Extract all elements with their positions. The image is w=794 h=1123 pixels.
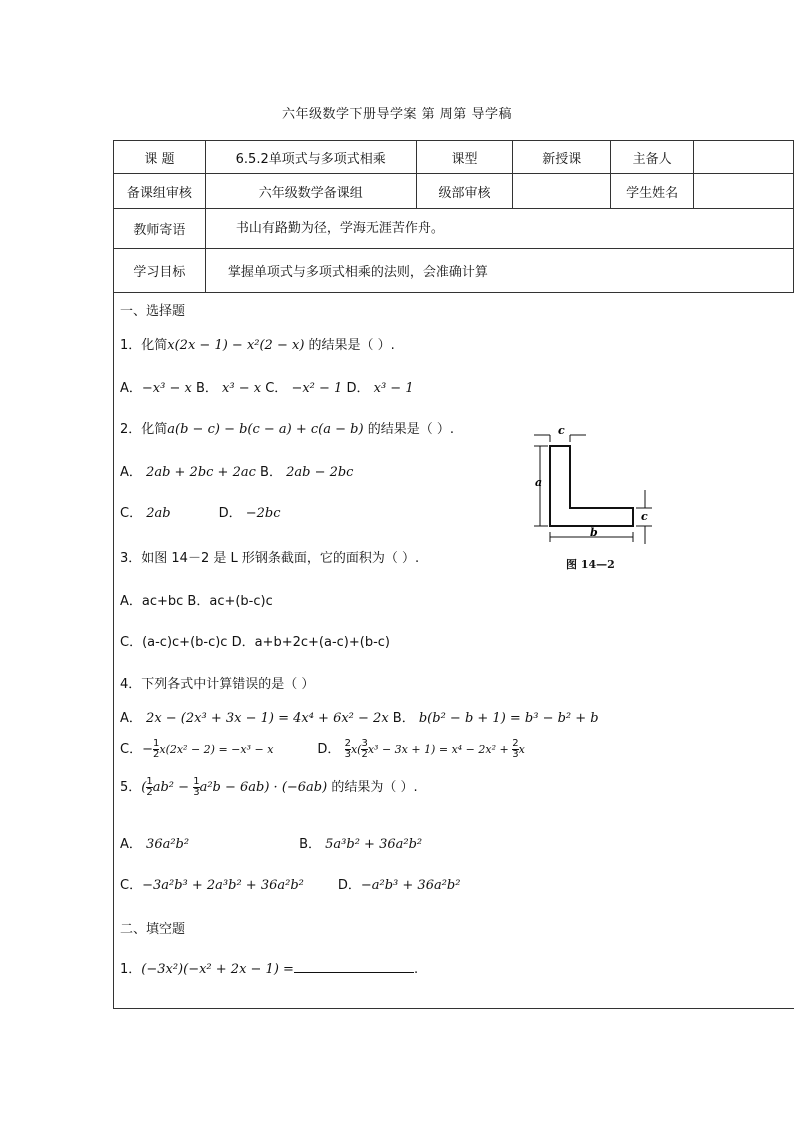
q1-opt-d: x³ − 1	[373, 381, 414, 396]
q1-opt-c: −x² − 1	[291, 381, 343, 396]
header-row-goal	[114, 249, 794, 293]
f1-expression: (−3x²)(−x² + 2x − 1) =	[141, 962, 294, 977]
question-4: 4．下列各式中计算错误的是（ ）	[120, 677, 315, 692]
header-row-message	[114, 209, 794, 249]
q4-c-sign: −	[142, 742, 153, 757]
section-fill-heading: 二、填空题	[120, 922, 186, 937]
q4-opt-b-label: B．	[388, 711, 415, 726]
header-row-review	[114, 174, 794, 209]
q5-opt-b-label: B．	[299, 837, 322, 852]
question-1	[120, 334, 395, 353]
group-review-value: 六年级数学备课组	[205, 174, 416, 209]
question-3: 3．如图 14－2 是 L 形钢条截面，它的面积为（ ）.	[120, 551, 420, 566]
topic-value: 6.5.2单项式与多项式相乘	[205, 141, 416, 174]
q1-opt-c-label: C．	[261, 381, 288, 396]
section-choice-heading: 一、选择题	[120, 304, 186, 319]
q1-opt-b: x³ − x	[222, 381, 262, 396]
q4-opt-a: 2x − (2x³ + 3x − 1) = 4x⁴ + 6x² − 2x	[146, 711, 389, 726]
teacher-message-value: 书山有路勤为径，学海无涯苦作舟。	[205, 209, 793, 249]
fill-question-1	[120, 958, 418, 977]
q1-opt-d-label: D．	[342, 381, 370, 396]
question-5	[120, 776, 418, 798]
question-2-options-cd	[120, 502, 281, 521]
q2-opt-c: 2ab	[146, 506, 171, 521]
q4-d-den-3: 3	[512, 749, 519, 760]
teacher-message-label: 教师寄语	[114, 209, 206, 249]
f1-suffix: .	[413, 962, 419, 977]
question-2	[120, 418, 454, 437]
q5-num-2: 1	[193, 776, 200, 787]
q2-opt-a: 2ab + 2bc + 2ac	[146, 465, 256, 480]
answer-blank[interactable]	[294, 960, 414, 973]
question-1-options	[120, 377, 414, 396]
q2-opt-a-label: A．	[120, 465, 142, 480]
grade-review-value	[513, 174, 611, 209]
q4-d-num-3: 2	[512, 738, 519, 749]
q5-opt-a: 36a²b²	[146, 837, 190, 852]
q1-expression: x(2x − 1) − x²(2 − x)	[167, 338, 305, 353]
q4-c-num: 1	[152, 738, 160, 749]
figure-caption: 图 14—2	[566, 558, 615, 571]
q4-opt-a-label: A．	[120, 711, 142, 726]
question-2-options-ab	[120, 461, 353, 480]
q2-opt-c-label: C．	[120, 506, 143, 521]
header-row-topic	[114, 141, 794, 174]
preparer-value	[694, 141, 794, 174]
q2-opt-b: 2ab − 2bc	[286, 465, 354, 480]
q4-d-part-3: x	[518, 743, 525, 756]
q1-opt-b-label: B．	[191, 381, 218, 396]
lesson-type-label: 课型	[416, 141, 513, 174]
group-review-label: 备课组审核	[114, 174, 206, 209]
q2-expression: a(b − c) − b(c − a) + c(a − b)	[167, 422, 364, 437]
q5-opt-a-label: A．	[120, 837, 142, 852]
q4-d-num-2: 3	[361, 738, 368, 749]
q1-prefix: 1．化简	[120, 338, 168, 353]
q4-opt-c-label: C．	[120, 742, 143, 757]
q2-suffix: 的结果是（ ）.	[363, 422, 454, 437]
label-a: a	[535, 476, 543, 489]
q5-den-1: 2	[146, 787, 153, 798]
q4-d-part-1: x(	[350, 743, 362, 756]
q2-opt-d: −2bc	[245, 506, 281, 521]
q4-d-den-1: 3	[344, 749, 351, 760]
q5-opt-c: −3a²b³ + 2a³b² + 36a²b²	[142, 878, 304, 893]
q5-opt-d: −a²b³ + 36a²b²	[360, 878, 461, 893]
label-c-side: c	[641, 510, 648, 523]
f1-prefix: 1．	[120, 962, 142, 977]
question-4-options-cd	[120, 738, 525, 760]
lesson-type-value: 新授课	[513, 141, 611, 174]
q4-c-den: 2	[152, 749, 160, 760]
topic-label: 课 题	[114, 141, 206, 174]
learning-goal-value: 掌握单项式与多项式相乘的法则，会准确计算	[205, 249, 793, 293]
label-c-top: c	[558, 424, 565, 437]
learning-goal-label: 学习目标	[114, 249, 206, 293]
q2-opt-d-label: D．	[218, 506, 242, 521]
question-5-options-ab	[120, 833, 422, 852]
label-b: b	[590, 526, 598, 539]
q5-num-1: 1	[146, 776, 153, 787]
question-4-options-ab	[120, 707, 599, 726]
question-3-options-ab: A．ac+bc B．ac+(b-c)c	[120, 594, 273, 609]
page-title: 六年级数学下册导学案 第 周第 导学稿	[282, 107, 512, 122]
question-3-options-cd: C．(a-c)c+(b-c)c D．a+b+2c+(a-c)+(b-c)	[120, 635, 390, 650]
q1-opt-a-label: A．	[120, 381, 142, 396]
header-table	[113, 140, 794, 293]
q4-d-den-2: 2	[361, 749, 368, 760]
q5-open-paren: (	[141, 780, 147, 795]
q4-opt-c: x(2x² − 2) = −x³ − x	[159, 743, 274, 756]
q5-term-1: ab² −	[152, 780, 194, 795]
q5-prefix: 5．	[120, 780, 142, 795]
q4-opt-b: b(b² − b + 1) = b³ − b² + b	[418, 711, 599, 726]
q5-opt-c-label: C．	[120, 878, 143, 893]
preparer-label: 主备人	[611, 141, 694, 174]
q4-d-num-1: 2	[344, 738, 351, 749]
l-shape-outline	[550, 446, 633, 526]
q2-prefix: 2．化简	[120, 422, 168, 437]
q1-opt-a: −x³ − x	[141, 381, 192, 396]
q5-suffix: 的结果为（ ）.	[327, 780, 418, 795]
q4-d-part-2: x³ − 3x + 1) = x⁴ − 2x² +	[367, 743, 513, 756]
student-name-value	[694, 174, 794, 209]
q5-den-2: 3	[193, 787, 200, 798]
q4-opt-d-label: D．	[317, 742, 341, 757]
grade-review-label: 级部审核	[416, 174, 513, 209]
q5-term-2: a²b − 6ab) · (−6ab)	[199, 780, 328, 795]
student-name-label: 学生姓名	[611, 174, 694, 209]
question-5-options-cd	[120, 874, 460, 893]
q1-suffix: 的结果是（ ）.	[304, 338, 395, 353]
q5-opt-d-label: D．	[337, 878, 361, 893]
q2-opt-b-label: B．	[255, 465, 282, 480]
q5-opt-b: 5a³b² + 36a²b²	[325, 837, 423, 852]
